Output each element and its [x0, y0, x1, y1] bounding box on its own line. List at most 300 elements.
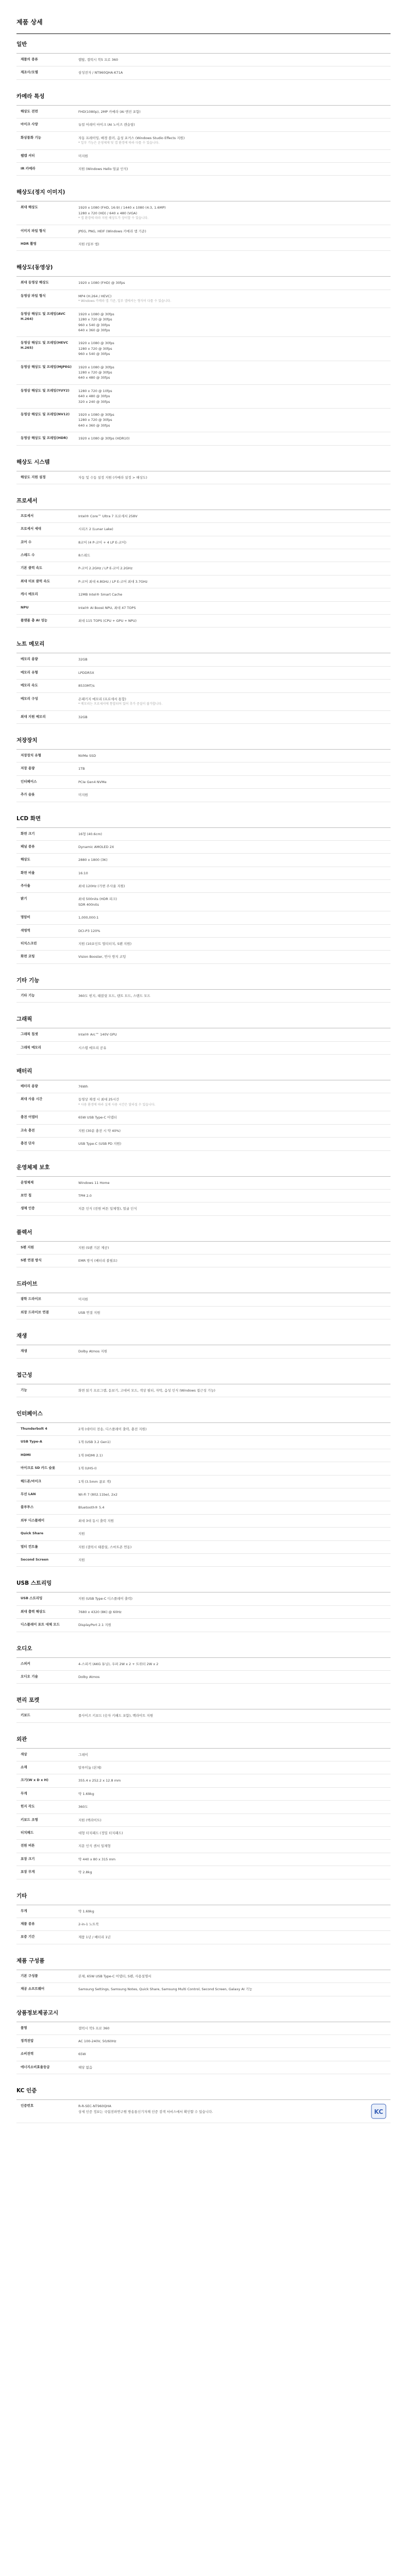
section-title: KC 인증 — [16, 2074, 391, 2100]
spec-section — [16, 964, 391, 1003]
spec-row — [16, 938, 391, 951]
spec-label: 디스플레이 포트 대체 모드 — [21, 1622, 60, 1627]
spec-value — [78, 1307, 391, 1319]
section-title: 일반 — [16, 34, 391, 54]
spec-footnote: * 일부 기능은 운영체제 및 앱 환경에 따라 다를 수 있습니다. — [78, 141, 160, 145]
spec-label: 색영역 — [21, 928, 30, 933]
spec-section — [16, 1319, 391, 1358]
spec-value — [78, 1125, 391, 1137]
spec-value-line: 약 2.8kg — [78, 1870, 92, 1875]
spec-section — [16, 1267, 391, 1319]
spec-label: 이미지 파일 형식 — [21, 228, 46, 233]
spec-row — [16, 867, 391, 880]
spec-row — [16, 225, 391, 238]
spec-row — [16, 667, 391, 680]
spec-value — [78, 536, 391, 549]
spec-value-line: 1TB — [78, 767, 85, 771]
spec-row — [16, 1028, 391, 1041]
spec-value-line: 시리즈 2 (Lunar Lake) — [78, 527, 113, 532]
spec-label: 크기(W x D x H) — [21, 1778, 48, 1783]
spec-value-line: Intel® Arc™ 140V GPU — [78, 1032, 117, 1037]
spec-row — [16, 1488, 391, 1501]
spec-value-line: 1920 x 1080 @ 30fps — [78, 365, 114, 369]
spec-row — [16, 1592, 391, 1605]
spec-row — [16, 1177, 391, 1190]
section-title: 배터리 — [16, 1055, 391, 1080]
spec-value — [78, 711, 391, 723]
spec-section — [16, 176, 391, 251]
spec-value-line: 약 1.69kg — [78, 1909, 94, 1913]
spec-value-line: 8코어 (4 P-코어 + 4 LP E-코어) — [78, 540, 127, 545]
spec-row — [16, 2061, 391, 2074]
spec-value-line: Vision Booster, 반사 방지 코팅 — [78, 955, 126, 959]
spec-value-line: P-코어 최대 4.8GHz / LP E-코어 최대 3.7GHz — [78, 579, 148, 584]
spec-value-line: 360도 힌지, 태블릿 모드, 텐트 모드, 스탠드 모드 — [78, 993, 150, 998]
spec-label: 동영상 해상도 및 프레임(NV12) — [21, 412, 70, 416]
spec-label: 기능 — [21, 1387, 27, 1392]
spec-value-line: 360도 — [78, 1805, 88, 1809]
spec-value-line: 시스템 메모리 공유 — [78, 1045, 107, 1050]
spec-row — [16, 1749, 391, 1761]
spec-section — [16, 1684, 391, 1722]
spec-label: 스레드 수 — [21, 553, 35, 557]
spec-label: 충전 단자 — [21, 1141, 35, 1146]
spec-label: 제조사/모델 — [21, 70, 38, 75]
spec-value — [78, 653, 391, 666]
spec-label: 캐시 메모리 — [21, 592, 38, 597]
spec-section — [16, 1003, 391, 1055]
spec-label: Quick Share — [21, 1531, 44, 1536]
spec-label: 키보드 — [21, 1713, 30, 1718]
spec-row — [16, 653, 391, 666]
spec-value — [78, 1761, 391, 1774]
spec-row — [16, 1931, 391, 1944]
spec-value — [78, 1345, 391, 1358]
spec-value-line: JPEG, PNG, HEIF (Windows 카메라 앱 기준) — [78, 229, 146, 233]
spec-value-line: Wi-Fi 7 (802.11be), 2x2 — [78, 1493, 117, 1497]
spec-value-line: EMR 방식 (배터리 불필요) — [78, 1259, 117, 1263]
spec-row — [16, 925, 391, 938]
spec-row — [16, 1709, 391, 1722]
spec-row — [16, 1293, 391, 1306]
spec-row — [16, 1436, 391, 1449]
spec-value-line: P-코어 2.2GHz / LP E-코어 2.2GHz — [78, 566, 133, 571]
spec-row — [16, 911, 391, 924]
spec-value-line: 지원 (S펜 기본 제공) — [78, 1245, 109, 1250]
spec-value-line: MP4 (H.264 / HEVC) — [78, 294, 112, 298]
spec-label: 터치패드 — [21, 1831, 34, 1835]
spec-row — [16, 106, 391, 118]
spec-value-line: 알루미늄 (본체) — [78, 1766, 101, 1770]
spec-row — [16, 854, 391, 867]
spec-value — [78, 951, 391, 963]
section-title: 플렉서 — [16, 1216, 391, 1242]
spec-section — [16, 446, 391, 484]
spec-section — [16, 1359, 391, 1397]
spec-label: 정격전압 — [21, 2038, 34, 2043]
spec-value — [78, 789, 391, 801]
spec-value — [78, 2100, 391, 2123]
spec-value-line: NVMe SSD — [78, 753, 96, 758]
spec-label: Second Screen — [21, 1557, 49, 1562]
spec-label: 외부 디스플레이 — [21, 1518, 45, 1522]
spec-value-line: 640 x 480 @ 30fps — [78, 376, 110, 380]
spec-value-line: 32GB — [78, 715, 88, 719]
spec-value — [78, 938, 391, 950]
spec-row — [16, 562, 391, 575]
spec-value-line: 2880 x 1800 (3K) — [78, 858, 108, 862]
spec-value-line: 자동 및 수동 설정 지원 (카메라 설정 > 해상도) — [78, 475, 147, 480]
spec-value — [78, 828, 391, 840]
spec-value — [78, 841, 391, 853]
spec-label: 코어 수 — [21, 539, 32, 544]
spec-value-line: Dynamic AMOLED 2X — [78, 844, 114, 849]
spec-row — [16, 1671, 391, 1684]
spec-value — [78, 1042, 391, 1054]
spec-section — [16, 251, 391, 445]
spec-value-line: TPM 2.0 — [78, 1193, 92, 1198]
spec-value-line: Dolby Atmos 지원 — [78, 1349, 108, 1354]
spec-section — [16, 1632, 391, 1684]
spec-value — [78, 1671, 391, 1683]
spec-value-line: 삼성전자 / NT960QHA-K71A — [78, 71, 123, 75]
spec-row — [16, 1788, 391, 1801]
section-title: 해상도(동영상) — [16, 251, 391, 277]
spec-value — [78, 1606, 391, 1618]
spec-label: 추가 슬롯 — [21, 792, 35, 797]
section-title: 저장장치 — [16, 724, 391, 750]
spec-value — [78, 2035, 391, 2047]
section-title: 드라이브 — [16, 1267, 391, 1293]
spec-row — [16, 1554, 391, 1567]
spec-row — [16, 1515, 391, 1528]
spec-row — [16, 277, 391, 290]
spec-row — [16, 471, 391, 484]
spec-label: 프로세서 — [21, 513, 34, 518]
spec-row — [16, 990, 391, 1003]
spec-value-line: PCIe Gen4 NVMe — [78, 779, 107, 784]
spec-value — [78, 1853, 391, 1866]
spec-value-line: 지원 (Windows Hello 얼굴 인식) — [78, 166, 128, 171]
spec-value — [78, 1242, 391, 1254]
spec-label: 에너지소비효율등급 — [21, 2064, 50, 2069]
spec-value-line: LPDDR5X — [78, 670, 94, 675]
spec-value — [78, 1462, 391, 1475]
spec-label: 스피커 — [21, 1661, 30, 1666]
spec-row — [16, 1905, 391, 1918]
spec-section — [16, 1944, 391, 1996]
spec-section — [16, 1879, 391, 1944]
spec-label: 재생 — [21, 1349, 27, 1353]
spec-value-line: 640 x 360 @ 30fps — [78, 328, 110, 333]
spec-label: 동영상 해상도 및 프레임(AVC H.264) — [21, 311, 65, 321]
spec-value — [78, 667, 391, 679]
spec-row — [16, 1307, 391, 1319]
page-title: 제품 상세 — [16, 18, 391, 34]
spec-row — [16, 1462, 391, 1475]
spec-value — [78, 1177, 391, 1189]
spec-value-line: 온패키지 메모리 (프로세서 통합) — [78, 697, 126, 701]
spec-section — [16, 802, 391, 964]
spec-label: 무선 LAN — [21, 1492, 36, 1496]
spec-value — [78, 990, 391, 1002]
spec-row — [16, 828, 391, 841]
spec-value — [78, 1931, 391, 1943]
spec-value-line: 16형 (40.6cm) — [78, 832, 103, 836]
section-title: 그래픽 — [16, 1003, 391, 1028]
spec-value — [78, 1190, 391, 1202]
spec-value — [78, 385, 391, 408]
spec-row — [16, 1528, 391, 1540]
spec-value — [78, 432, 391, 445]
section-title: 재생 — [16, 1319, 391, 1345]
spec-label: 멀티 컨트롤 — [21, 1544, 38, 1549]
spec-value — [78, 893, 391, 911]
spec-row — [16, 409, 391, 432]
spec-label: 화상통화 기능 — [21, 135, 41, 140]
spec-row — [16, 132, 391, 150]
spec-row — [16, 361, 391, 385]
spec-row — [16, 54, 391, 66]
spec-value — [78, 854, 391, 866]
spec-label: 광학 드라이브 — [21, 1297, 41, 1301]
spec-label: NPU — [21, 605, 29, 609]
spec-value — [78, 2048, 391, 2060]
spec-value — [78, 1814, 391, 1826]
spec-row — [16, 1853, 391, 1866]
spec-value — [78, 680, 391, 692]
spec-value — [78, 1774, 391, 1787]
spec-row — [16, 711, 391, 724]
spec-row — [16, 536, 391, 549]
spec-value — [78, 549, 391, 562]
spec-value-line: 960 x 540 @ 30fps — [78, 352, 110, 357]
spec-section — [16, 1567, 391, 1632]
spec-row — [16, 575, 391, 588]
spec-row — [16, 1111, 391, 1124]
spec-label: 색상 — [21, 1752, 27, 1756]
spec-row — [16, 776, 391, 789]
spec-label: 오디오 기술 — [21, 1674, 38, 1679]
spec-row — [16, 1449, 391, 1462]
spec-label: 포장 무게 — [21, 1870, 35, 1874]
spec-value — [78, 1801, 391, 1813]
spec-label: 포장 크기 — [21, 1856, 35, 1861]
spec-value — [78, 1658, 391, 1670]
spec-value — [78, 1827, 391, 1839]
spec-value-line: 최대 3대 동시 출력 지원 — [78, 1518, 114, 1523]
section-title: 프로세서 — [16, 484, 391, 510]
spec-section — [16, 80, 391, 176]
spec-value — [78, 277, 391, 289]
spec-label: 제품의 종류 — [21, 57, 38, 61]
spec-row — [16, 680, 391, 692]
spec-row — [16, 510, 391, 523]
kc-certification-mark-icon — [371, 2104, 386, 2119]
spec-label: 주사율 — [21, 884, 30, 888]
spec-row — [16, 693, 391, 711]
spec-value — [78, 290, 391, 308]
spec-label: 인터페이스 — [21, 779, 37, 784]
spec-label: 메모리 구성 — [21, 696, 38, 701]
spec-label: 화면 비율 — [21, 870, 35, 875]
spec-row — [16, 2035, 391, 2048]
section-title: 기타 기능 — [16, 964, 391, 990]
spec-row — [16, 1423, 391, 1436]
spec-value-line: 미지원 — [78, 793, 88, 798]
spec-value — [78, 1501, 391, 1514]
spec-value — [78, 2022, 391, 2035]
spec-value — [78, 1080, 391, 1093]
spec-row — [16, 1761, 391, 1774]
spec-row — [16, 1080, 391, 1093]
spec-value-line: 약 1.69kg — [78, 1791, 94, 1796]
spec-label: 그래픽 메모리 — [21, 1045, 41, 1049]
spec-value — [78, 132, 391, 149]
spec-label: 소비전력 — [21, 2052, 34, 2056]
spec-value — [78, 308, 391, 337]
spec-value — [78, 880, 391, 892]
spec-value — [78, 1449, 391, 1462]
section-title: 접근성 — [16, 1359, 391, 1384]
spec-row — [16, 150, 391, 163]
spec-value-line: 듀얼 어레이 마이크 (AI 노이즈 캔슬링) — [78, 123, 135, 127]
spec-label: 마이크로 SD 카드 슬롯 — [21, 1466, 56, 1470]
spec-value — [78, 361, 391, 384]
spec-value — [78, 1202, 391, 1215]
spec-section — [16, 1723, 391, 1879]
spec-row — [16, 1983, 391, 1996]
spec-label: 보증 기간 — [21, 1935, 35, 1939]
spec-row — [16, 1658, 391, 1671]
spec-value-line: 1920 x 1080 @ 30fps — [78, 341, 114, 346]
spec-value-line: 1280 x 720 @ 10fps — [78, 388, 112, 393]
spec-label: 인증번호 — [21, 2104, 34, 2108]
spec-value-line: 화면 읽기 프로그램, 돋보기, 고대비 모드, 색상 필터, 자막, 음성 인식 (Windows 접근성 기능) — [78, 1388, 215, 1393]
section-title: LCD 화면 — [16, 802, 391, 828]
spec-row — [16, 1827, 391, 1840]
spec-value-line: Samsung Settings, Samsung Notes, Quick Share, Samsung Multi Control, Second Screen, Galaxy AI 기능 — [78, 1987, 252, 1992]
spec-value — [78, 1788, 391, 1800]
spec-value — [78, 1619, 391, 1631]
spec-row — [16, 762, 391, 775]
spec-value-line: Bluetooth® 5.4 — [78, 1505, 105, 1510]
spec-label: IR 카메라 — [21, 166, 36, 171]
spec-value-line: 최대 120Hz (가변 주사율 지원) — [78, 884, 125, 889]
spec-label: 동영상 해상도 및 프레임(HDR) — [21, 436, 68, 440]
spec-value — [78, 750, 391, 762]
spec-value-line: 1280 x 720 @ 30fps — [78, 418, 112, 422]
section-title: 외관 — [16, 1723, 391, 1749]
spec-value-line: 상세 인증 정보는 국립전파연구원 방송통신기자재 인증 검색 서비스에서 확인할 수 있습니다. — [78, 2109, 213, 2114]
spec-label: 동영상 해상도 및 프레임(HEVC H.265) — [21, 341, 69, 350]
spec-value-line: 355.4 x 252.2 x 12.8 mm — [78, 1778, 121, 1783]
spec-value-line: 본체, 65W USB Type-C 어댑터, S펜, 사용설명서 — [78, 1974, 151, 1978]
spec-row — [16, 1541, 391, 1554]
spec-row — [16, 308, 391, 337]
spec-row — [16, 1619, 391, 1632]
spec-value-line: 1280 x 720 @ 30fps — [78, 370, 112, 375]
spec-label: 동영상 해상도 및 프레임(MJPEG) — [21, 364, 72, 369]
spec-row — [16, 1242, 391, 1255]
section-title: 편리 포켓 — [16, 1684, 391, 1709]
spec-value-line: 미지원 — [78, 1297, 88, 1302]
spec-label: 웹캠 셔터 — [21, 153, 35, 158]
spec-label: 동영상 해상도 및 프레임(YUY2) — [21, 388, 70, 393]
spec-row — [16, 201, 391, 225]
spec-value-line: 지원 — [78, 1532, 85, 1536]
spec-value-line: 지원 — [78, 1557, 85, 1562]
spec-label: 그래픽 칩셋 — [21, 1032, 38, 1037]
section-title: USB 스트리밍 — [16, 1567, 391, 1592]
spec-row — [16, 385, 391, 409]
spec-label: 패널 종류 — [21, 844, 35, 849]
spec-section — [16, 1151, 391, 1216]
spec-value-line: 1920 x 1080 (FHD, 16:9) / 1440 x 1080 (4:3, 1.6MP) — [78, 206, 166, 210]
section-title: 해상도 시스템 — [16, 446, 391, 471]
spec-row — [16, 1042, 391, 1055]
spec-row — [16, 1138, 391, 1150]
spec-row — [16, 1801, 391, 1814]
spec-footnote: * 메모리는 프로세서에 통합되어 있어 추가 증설이 불가합니다. — [78, 702, 163, 706]
spec-label: S펜 지원 — [21, 1245, 34, 1249]
spec-value — [78, 762, 391, 775]
spec-value — [78, 1515, 391, 1527]
spec-value-line: 8533MT/s — [78, 684, 95, 688]
section-title: 기타 — [16, 1879, 391, 1905]
spec-value-line: 1920 x 1080 @ 30fps (HDR10) — [78, 436, 130, 441]
spec-value — [78, 1554, 391, 1566]
spec-section — [16, 484, 391, 628]
spec-row — [16, 432, 391, 445]
spec-value — [78, 776, 391, 788]
spec-row — [16, 337, 391, 361]
spec-row — [16, 66, 391, 79]
spec-value-line: 640 x 480 @ 30fps — [78, 394, 110, 399]
spec-value — [78, 925, 391, 937]
spec-row — [16, 1476, 391, 1488]
spec-value — [78, 201, 391, 224]
spec-footnote: * 사용 환경에 따라 실제 사용 시간은 달라질 수 있습니다. — [78, 1103, 156, 1107]
spec-value-line: 1개 (HDMI 2.1) — [78, 1453, 103, 1458]
spec-label: 외장 드라이브 연결 — [21, 1310, 49, 1314]
spec-value — [78, 2061, 391, 2074]
spec-row — [16, 2022, 391, 2035]
spec-label: 해상도 전면 — [21, 109, 38, 113]
spec-label: 해상도 지원 설정 — [21, 474, 46, 479]
spec-value-line: 갤럭시 북5 프로 360 — [78, 2026, 110, 2030]
spec-section — [16, 2074, 391, 2123]
spec-value-line: 1920 x 1080 (FHD) @ 30fps — [78, 281, 125, 285]
spec-label: 생체 인증 — [21, 1206, 35, 1211]
spec-value — [78, 1528, 391, 1540]
spec-row — [16, 1345, 391, 1358]
spec-value — [78, 693, 391, 710]
spec-label: 저장장치 유형 — [21, 753, 41, 757]
spec-value-line: 1920 x 1080 @ 30fps — [78, 412, 114, 417]
spec-row — [16, 750, 391, 762]
spec-value — [78, 1028, 391, 1041]
spec-value-line: 2개 (데이터 전송, 디스플레이 출력, 충전 지원) — [78, 1427, 147, 1432]
spec-value-line: 제품 1년 / 배터리 1년 — [78, 1935, 111, 1940]
spec-value-line: 960 x 540 @ 30fps — [78, 323, 110, 327]
spec-label: 프로세서 세대 — [21, 527, 41, 531]
spec-value-line: 12MB Intel® Smart Cache — [78, 592, 123, 597]
spec-row — [16, 1840, 391, 1853]
section-title: 인터페이스 — [16, 1397, 391, 1423]
spec-value — [78, 225, 391, 238]
spec-label: 힌지 각도 — [21, 1804, 35, 1809]
